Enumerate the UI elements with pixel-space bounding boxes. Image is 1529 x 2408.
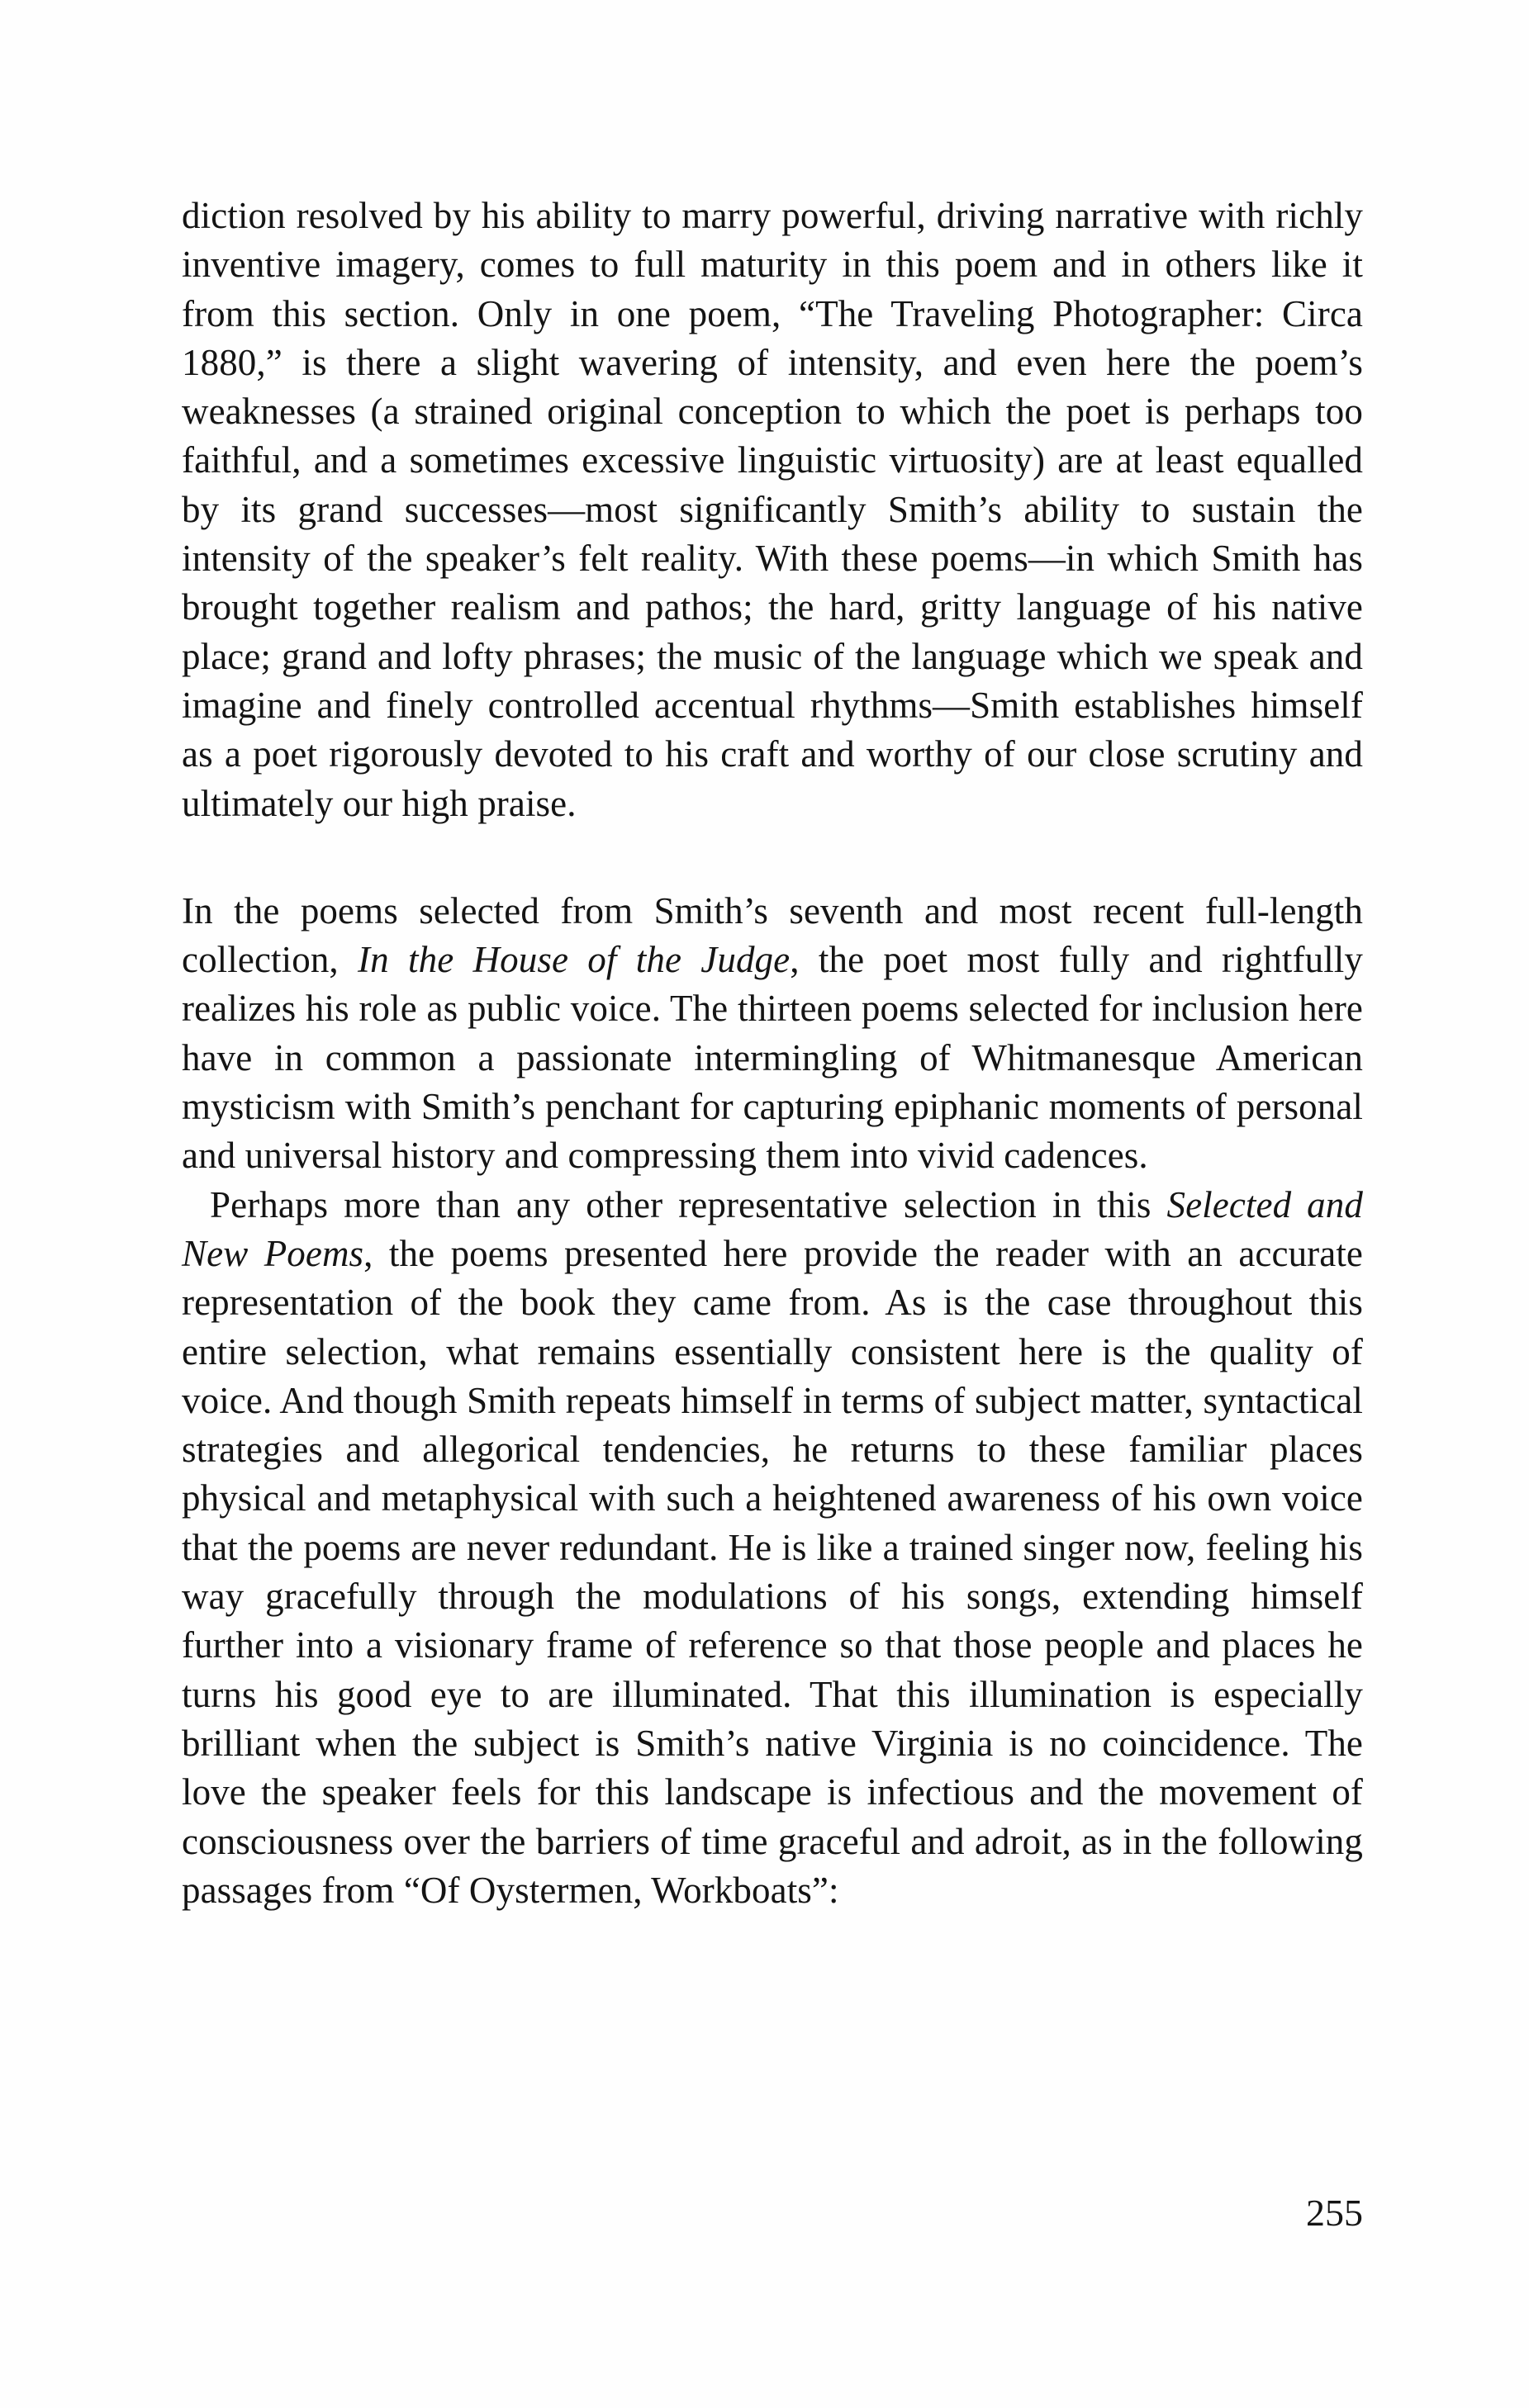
book-title-selected-and-new-poems: Selected and New Poems	[182, 1183, 1363, 1274]
book-title-in-the-house-of-the-judge: In the House of the Judge	[358, 939, 791, 981]
paragraph-3	[182, 1181, 1363, 1915]
paragraph-3-text-start: Perhaps more than any other representative selection in this	[210, 1183, 1167, 1225]
paragraph-1: diction resolved by his ability to marry powerful, driving narrative with richly inventive imagery, comes to full maturity in this poem and in others like it from this section. Only in one poem, “The Traveling Photographer: Circa 1880,” is there a slight wavering of intensity, and even here the poem’s weaknesses (a strained original conception to which the poet is perhaps too faithful, and a sometimes excessive linguistic virtuosity) are at least equalled by its grand successes—most significantly Smith’s ability to sustain the intensity of the speaker’s felt reality. With these poems—in which Smith has brought together realism and pathos; the hard, gritty language of his native place; grand and lofty phrases; the music of the language which we speak and imagine and finely controlled accentual rhythms—Smith establishes himself as a poet rigorously devoted to his craft and worthy of our close scrutiny and ultimately our high praise.	[182, 195, 1363, 824]
paragraph-2-text-start: In the poems selected from Smith’s seventh and most recent full-length collection,	[182, 889, 1363, 981]
paragraph-3-text-end: , the poems presented here provide the reader with an accurate representation of the book they came from. As is the case throughout this entire selection, what remains essentially consistent here is the quality of voice. And though Smith repeats himself in terms of subject matter, syntactical strategies and allegorical tendencies, he returns to these familiar places physical and metaphysical with such a heightened awareness of his own voice that the poems are never redundant. He is like a trained singer now, feeling his way gracefully through the modulations of his songs, extending himself further into a visionary frame of reference so that those people and places he turns his good eye to are illuminated. That this illumination is especially brilliant when the subject is Smith’s native Virginia is no coincidence. The love the speaker feels for this landscape is infectious and the movement of consciousness over the barriers of time graceful and adroit, as in the following passages from “Of Oystermen, Workboats”:	[182, 1232, 1364, 1911]
paragraph-2	[182, 887, 1363, 1181]
section-break	[182, 828, 1363, 887]
body-text	[182, 192, 1363, 1915]
page-number: 255	[1306, 2192, 1363, 2234]
paragraph-2-text-end: , the poet most fully and rightfully realizes his role as public voice. The thirteen poems selected for inclusion here have in common a passionate intermingling of Whitmanesque American mysticism with Smith’s penchant for capturing epiphanic moments of personal and universal history and compressing them into vivid cadences.	[182, 939, 1363, 1177]
